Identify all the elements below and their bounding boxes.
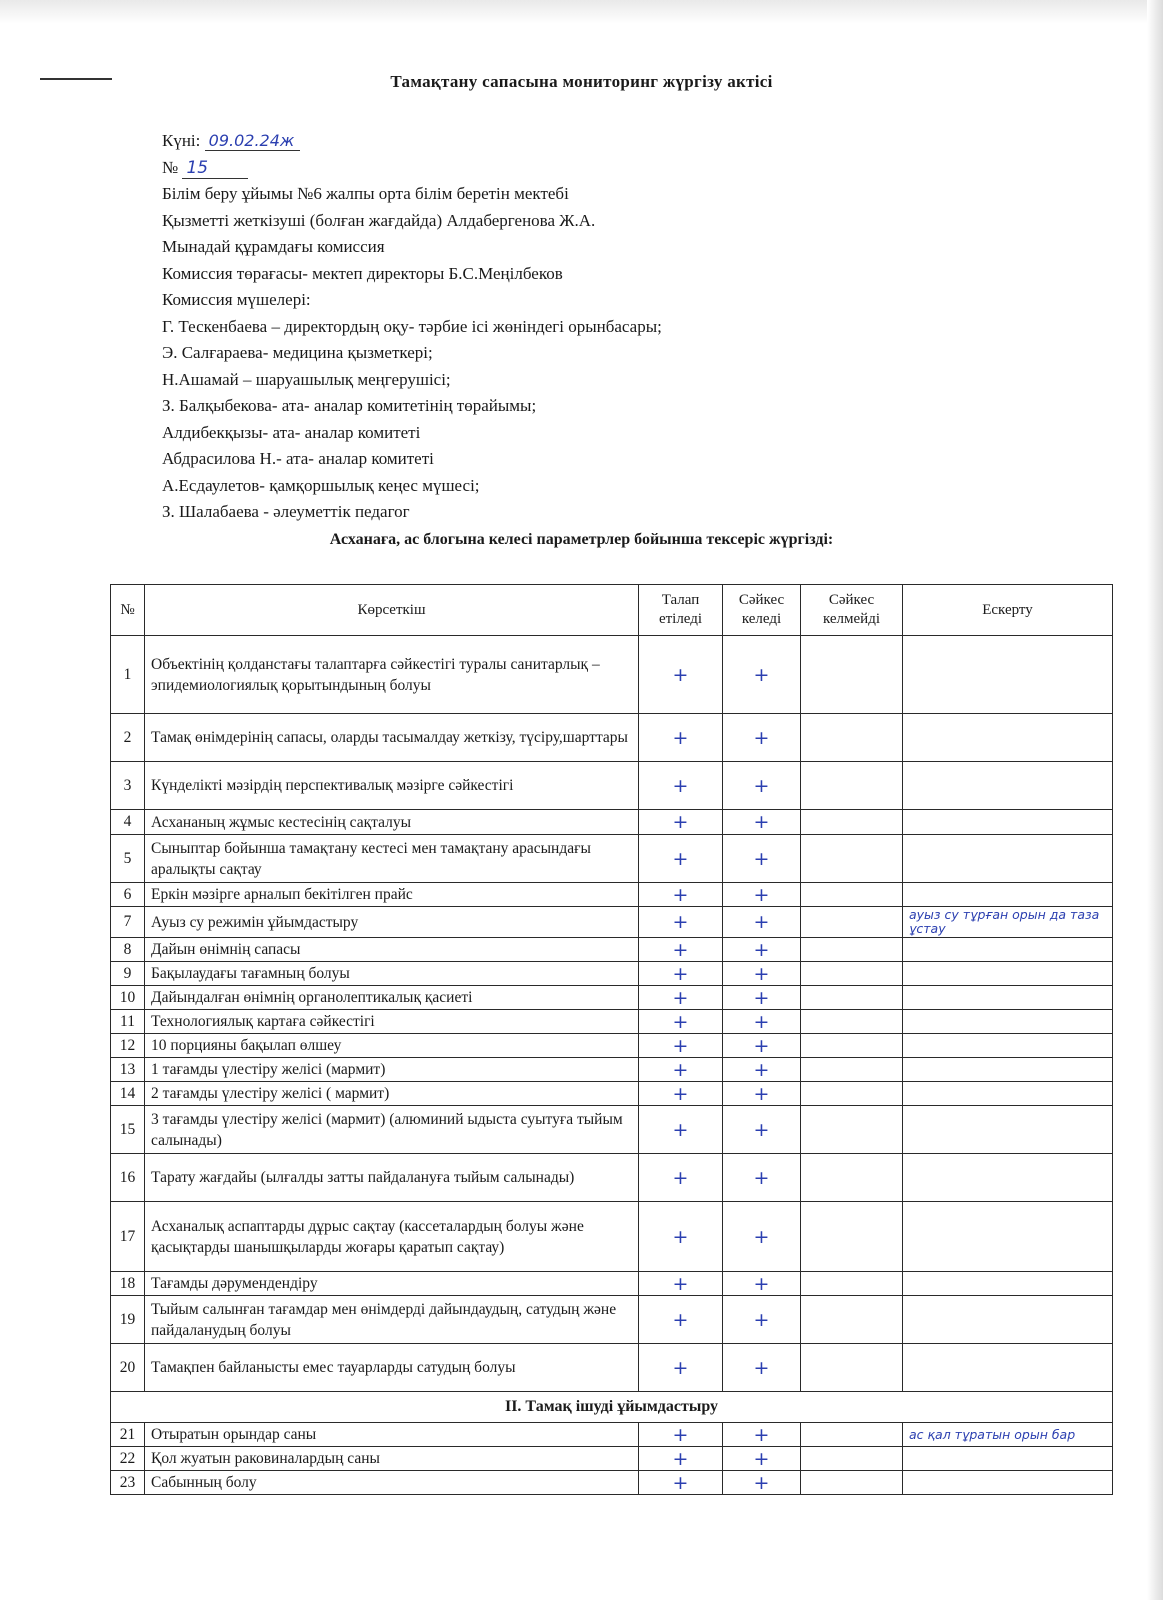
row-indicator: Дайын өнімнің сапасы <box>145 938 639 962</box>
complies-mark: + <box>723 1058 801 1082</box>
not-complies-mark <box>801 1447 903 1471</box>
scan-top-shadow <box>0 0 1163 24</box>
required-mark: + <box>639 938 723 962</box>
row-note <box>903 1154 1113 1202</box>
complies-mark: + <box>723 636 801 714</box>
table-row <box>111 810 1113 835</box>
table-row <box>111 938 1113 962</box>
complies-mark: + <box>723 1154 801 1202</box>
row-indicator: Тарату жағдайы (ылғалды затты пайдалануға тыйым салынады) <box>145 1154 639 1202</box>
header-line: Г. Тескенбаева – директордың оқу- тәрбие ісі жөніндегі орынбасары; <box>162 316 662 336</box>
row-indicator: Объектінің қолданстағы талаптарға сәйкестігі туралы санитарлық – эпидемиологиялық қорытындының болуы <box>145 636 639 714</box>
scan-right-shadow <box>1147 0 1163 1600</box>
inspection-table <box>110 584 1113 1495</box>
row-indicator: Тағамды дәрумендендіру <box>145 1272 639 1296</box>
header-line: Комиссия төрағасы- мектеп директоры Б.С.Меңілбеков <box>162 263 563 283</box>
not-complies-mark <box>801 907 903 938</box>
row-note <box>903 1296 1113 1344</box>
table-row <box>111 762 1113 810</box>
complies-mark: + <box>723 714 801 762</box>
table-row <box>111 1034 1113 1058</box>
not-complies-mark <box>801 1344 903 1392</box>
table-row <box>111 962 1113 986</box>
required-mark: + <box>639 1423 723 1447</box>
date-value: 09.02.24ж <box>205 131 301 151</box>
row-note <box>903 1344 1113 1392</box>
row-indicator: Сабынның болу <box>145 1471 639 1495</box>
not-complies-mark <box>801 938 903 962</box>
header-line: Қызметті жеткізуші (болған жағдайда) Алдабергенова Ж.А. <box>162 210 596 230</box>
row-indicator: Күнделікті мәзірдің перспективалық мәзірге сәйкестігі <box>145 762 639 810</box>
not-complies-mark <box>801 1423 903 1447</box>
table-row <box>111 1010 1113 1034</box>
row-number: 12 <box>111 1034 145 1058</box>
complies-mark: + <box>723 986 801 1010</box>
row-note <box>903 1272 1113 1296</box>
required-mark: + <box>639 1202 723 1272</box>
header-line: Абдрасилова Н.- ата- аналар комитеті <box>162 449 434 468</box>
table-row <box>111 636 1113 714</box>
required-mark: + <box>639 1010 723 1034</box>
required-mark: + <box>639 810 723 835</box>
table-row <box>111 883 1113 907</box>
row-note <box>903 1447 1113 1471</box>
row-number: 3 <box>111 762 145 810</box>
not-complies-mark <box>801 986 903 1010</box>
row-indicator: 10 порцияны бақылап өлшеу <box>145 1034 639 1058</box>
not-complies-mark <box>801 1272 903 1296</box>
complies-mark: + <box>723 1106 801 1154</box>
complies-mark: + <box>723 1447 801 1471</box>
not-complies-mark <box>801 1296 903 1344</box>
row-note <box>903 835 1113 883</box>
row-indicator: 1 тағамды үлестіру желісі (мармит) <box>145 1058 639 1082</box>
row-note <box>903 636 1113 714</box>
complies-mark: + <box>723 938 801 962</box>
not-complies-mark <box>801 1106 903 1154</box>
row-number: 9 <box>111 962 145 986</box>
row-note <box>903 762 1113 810</box>
not-complies-mark <box>801 1058 903 1082</box>
table-row <box>111 1296 1113 1344</box>
row-indicator: 2 тағамды үлестіру желісі ( мармит) <box>145 1082 639 1106</box>
date-label: Күні: <box>162 131 201 150</box>
row-indicator: Технологиялық картаға сәйкестігі <box>145 1010 639 1034</box>
not-complies-mark <box>801 714 903 762</box>
complies-mark: + <box>723 1034 801 1058</box>
table-row <box>111 1344 1113 1392</box>
row-number: 10 <box>111 986 145 1010</box>
row-number: 18 <box>111 1272 145 1296</box>
table-row <box>111 1154 1113 1202</box>
header-line: Комиссия мүшелері: <box>162 290 311 309</box>
complies-mark: + <box>723 1010 801 1034</box>
complies-mark: + <box>723 883 801 907</box>
col-num-header: № <box>111 585 145 636</box>
required-mark: + <box>639 1296 723 1344</box>
row-note <box>903 938 1113 962</box>
table-row <box>111 714 1113 762</box>
complies-mark: + <box>723 1296 801 1344</box>
row-note: ас қал тұратын орын бар <box>903 1423 1113 1447</box>
required-mark: + <box>639 1082 723 1106</box>
row-note <box>903 1106 1113 1154</box>
document-title: Тамақтану сапасына мониторинг жүргізу актісі <box>390 72 773 91</box>
header-line: Алдибекқызы- ата- аналар комитеті <box>162 422 421 442</box>
row-note <box>903 1471 1113 1495</box>
col-not-complies-header: Сәйкес келмейді <box>801 585 903 636</box>
section-row <box>111 1392 1113 1423</box>
row-note <box>903 810 1113 835</box>
complies-mark: + <box>723 1082 801 1106</box>
required-mark: + <box>639 1034 723 1058</box>
table-row <box>111 1447 1113 1471</box>
complies-mark: + <box>723 1344 801 1392</box>
row-note: ауыз су тұрған орын да таза ұстау <box>903 907 1113 938</box>
row-number: 19 <box>111 1296 145 1344</box>
table-row <box>111 835 1113 883</box>
commission-lines <box>162 181 662 526</box>
table-header-row <box>111 585 1113 636</box>
number-line <box>162 155 662 182</box>
row-indicator: Дайындалған өнімнің органолептикалық қасиеті <box>145 986 639 1010</box>
required-mark: + <box>639 1272 723 1296</box>
not-complies-mark <box>801 1034 903 1058</box>
not-complies-mark <box>801 1471 903 1495</box>
row-number: 22 <box>111 1447 145 1471</box>
not-complies-mark <box>801 1154 903 1202</box>
header-line: Н.Ашамай – шаруашылық меңгерушісі; <box>162 369 451 389</box>
required-mark: + <box>639 636 723 714</box>
not-complies-mark <box>801 636 903 714</box>
required-mark: + <box>639 714 723 762</box>
row-number: 17 <box>111 1202 145 1272</box>
required-mark: + <box>639 762 723 810</box>
row-indicator: Еркін мәзірге арналып бекітілген прайс <box>145 883 639 907</box>
required-mark: + <box>639 1447 723 1471</box>
inspection-subtitle: Асханаға, ас блогына келесі параметрлер бойынша тексеріс жүргізді: <box>329 531 834 548</box>
table-row <box>111 1082 1113 1106</box>
row-indicator: Тамақ өнімдерінің сапасы, оларды тасымалдау жеткізу, түсіру,шарттары <box>145 714 639 762</box>
required-mark: + <box>639 883 723 907</box>
required-mark: + <box>639 1471 723 1495</box>
required-mark: + <box>639 1058 723 1082</box>
col-required-header: Талап етіледі <box>639 585 723 636</box>
header-line: З. Балқыбекова- ата- аналар комитетінің төрайымы; <box>162 396 537 415</box>
table-row <box>111 907 1113 938</box>
row-indicator: Ауыз су режимін ұйымдастыру <box>145 907 639 938</box>
row-indicator: Отыратын орындар саны <box>145 1423 639 1447</box>
not-complies-mark <box>801 883 903 907</box>
section-title: ІІ. Тамақ ішуді ұйымдастыру <box>111 1392 1113 1423</box>
complies-mark: + <box>723 1423 801 1447</box>
not-complies-mark <box>801 810 903 835</box>
table-row <box>111 1106 1113 1154</box>
not-complies-mark <box>801 1082 903 1106</box>
row-number: 2 <box>111 714 145 762</box>
required-mark: + <box>639 1106 723 1154</box>
row-number: 11 <box>111 1010 145 1034</box>
table-row <box>111 1471 1113 1495</box>
header-block <box>162 128 662 526</box>
required-mark: + <box>639 1344 723 1392</box>
number-label: № <box>162 157 179 177</box>
col-indicator-header: Көрсеткіш <box>145 585 639 636</box>
table-row <box>111 1423 1113 1447</box>
table-row <box>111 1272 1113 1296</box>
row-indicator: Қол жуатын раковиналардың саны <box>145 1447 639 1471</box>
not-complies-mark <box>801 835 903 883</box>
row-note <box>903 1202 1113 1272</box>
table-row <box>111 1202 1113 1272</box>
required-mark: + <box>639 907 723 938</box>
row-indicator: 3 тағамды үлестіру желісі (мармит) (алюминий ыдыста суытуға тыйым салынады) <box>145 1106 639 1154</box>
row-indicator: Сыныптар бойынша тамақтану кестесі мен тамақтану арасындағы аралықты сақтау <box>145 835 639 883</box>
complies-mark: + <box>723 835 801 883</box>
complies-mark: + <box>723 1471 801 1495</box>
table-row <box>111 1058 1113 1082</box>
row-indicator: Асханалық аспаптарды дұрыс сақтау (кассеталардың болуы және қасықтарды шанышқыларды жоғары қаратып сақтау) <box>145 1202 639 1272</box>
col-note-header: Ескерту <box>903 585 1113 636</box>
not-complies-mark <box>801 762 903 810</box>
header-line: З. Шалабаева - әлеуметтік педагог <box>162 502 410 521</box>
not-complies-mark <box>801 1010 903 1034</box>
complies-mark: + <box>723 1272 801 1296</box>
row-number: 15 <box>111 1106 145 1154</box>
required-mark: + <box>639 986 723 1010</box>
required-mark: + <box>639 962 723 986</box>
row-number: 8 <box>111 938 145 962</box>
row-note <box>903 1082 1113 1106</box>
row-note <box>903 986 1113 1010</box>
row-number: 14 <box>111 1082 145 1106</box>
required-mark: + <box>639 835 723 883</box>
row-note <box>903 883 1113 907</box>
header-line: Мынадай құрамдағы комиссия <box>162 237 385 256</box>
row-indicator: Асхананың жұмыс кестесінің сақталуы <box>145 810 639 835</box>
row-number: 16 <box>111 1154 145 1202</box>
table-row <box>111 986 1113 1010</box>
header-line: А.Есдаулетов- қамқоршылық кеңес мүшесі; <box>162 475 480 495</box>
complies-mark: + <box>723 962 801 986</box>
row-number: 7 <box>111 907 145 938</box>
complies-mark: + <box>723 1202 801 1272</box>
row-indicator: Тыйым салынған тағамдар мен өнімдерді дайындаудың, сатудың және пайдаланудың болуы <box>145 1296 639 1344</box>
row-number: 21 <box>111 1423 145 1447</box>
row-number: 6 <box>111 883 145 907</box>
row-indicator: Тамақпен байланысты емес тауарларды сатудың болуы <box>145 1344 639 1392</box>
row-number: 1 <box>111 636 145 714</box>
row-note <box>903 962 1113 986</box>
header-line: Білім беру ұйымы №6 жалпы орта білім беретін мектебі <box>162 184 569 203</box>
row-note <box>903 1034 1113 1058</box>
header-line: Э. Салғараева- медицина қызметкері; <box>162 343 433 362</box>
row-number: 20 <box>111 1344 145 1392</box>
row-indicator: Бақылаудағы тағамның болуы <box>145 962 639 986</box>
row-number: 23 <box>111 1471 145 1495</box>
complies-mark: + <box>723 762 801 810</box>
row-note <box>903 714 1113 762</box>
row-number: 13 <box>111 1058 145 1082</box>
not-complies-mark <box>801 1202 903 1272</box>
row-number: 5 <box>111 835 145 883</box>
complies-mark: + <box>723 810 801 835</box>
date-line <box>162 128 662 155</box>
row-note <box>903 1058 1113 1082</box>
row-note <box>903 1010 1113 1034</box>
row-number: 4 <box>111 810 145 835</box>
col-complies-header: Сәйкес келеді <box>723 585 801 636</box>
complies-mark: + <box>723 907 801 938</box>
not-complies-mark <box>801 962 903 986</box>
required-mark: + <box>639 1154 723 1202</box>
number-value: 15 <box>182 158 248 179</box>
